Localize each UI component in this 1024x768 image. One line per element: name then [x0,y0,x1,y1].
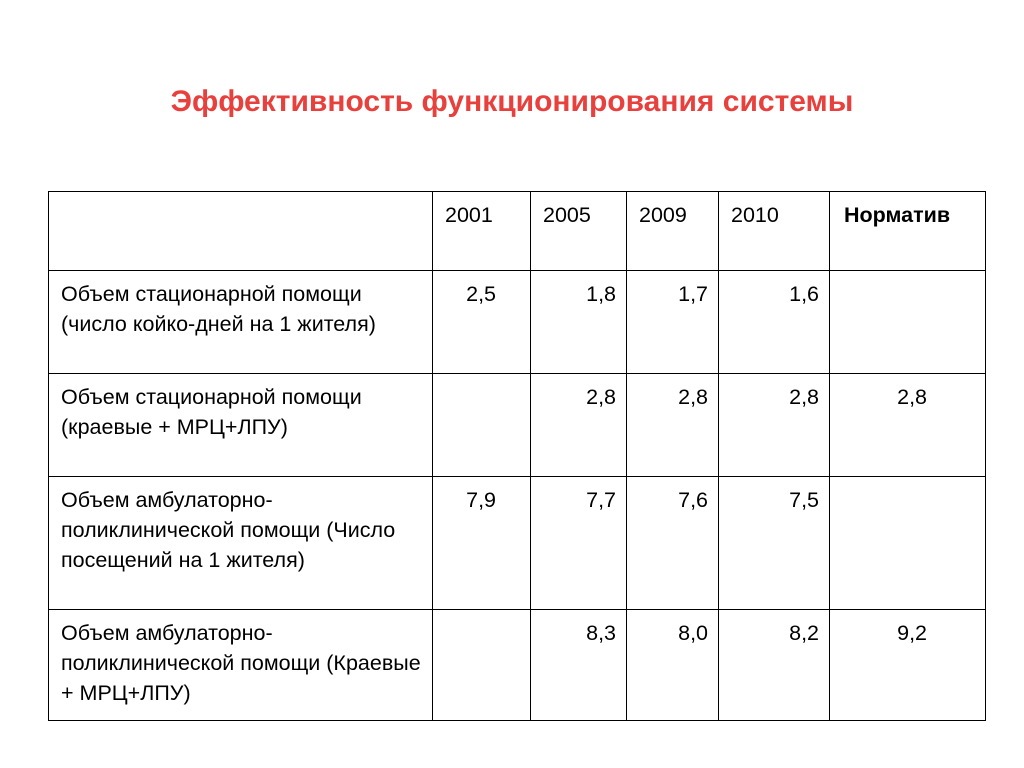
data-table [48,191,986,721]
header-year-2005: 2005 [531,192,627,271]
row-label: Объем стационарной помощи (число койко-дней на 1 жителя) [49,271,433,374]
cell-value: 2,5 [433,271,531,374]
header-year-2009: 2009 [627,192,719,271]
cell-value [830,477,986,610]
cell-value: 8,2 [719,610,830,721]
cell-value [830,271,986,374]
cell-value: 7,9 [433,477,531,610]
cell-value: 7,7 [531,477,627,610]
cell-value [433,610,531,721]
table-row [49,271,986,374]
cell-value: 8,0 [627,610,719,721]
row-label: Объем стационарной помощи (краевые + МРЦ+ЛПУ) [49,374,433,477]
cell-value: 7,6 [627,477,719,610]
cell-value: 8,3 [531,610,627,721]
cell-value: 1,6 [719,271,830,374]
cell-value: 1,7 [627,271,719,374]
cell-value: 1,8 [531,271,627,374]
page-title: Эффективность функционирования системы [170,85,854,118]
cell-value [433,374,531,477]
cell-value: 2,8 [531,374,627,477]
table-row [49,374,986,477]
cell-value: 2,8 [719,374,830,477]
table-row [49,610,986,721]
table-header-row [49,192,986,271]
row-label: Объем амбулаторно-поликлинической помощи (Число посещений на 1 жителя) [49,477,433,610]
header-norm: Норматив [830,192,986,271]
cell-value: 7,5 [719,477,830,610]
header-corner-cell [49,192,433,271]
cell-value: 2,8 [830,374,986,477]
table-row [49,477,986,610]
header-year-2010: 2010 [719,192,830,271]
row-label: Объем амбулаторно-поликлинической помощи (Краевые + МРЦ+ЛПУ) [49,610,433,721]
header-year-2001: 2001 [433,192,531,271]
cell-value: 2,8 [627,374,719,477]
cell-value: 9,2 [830,610,986,721]
